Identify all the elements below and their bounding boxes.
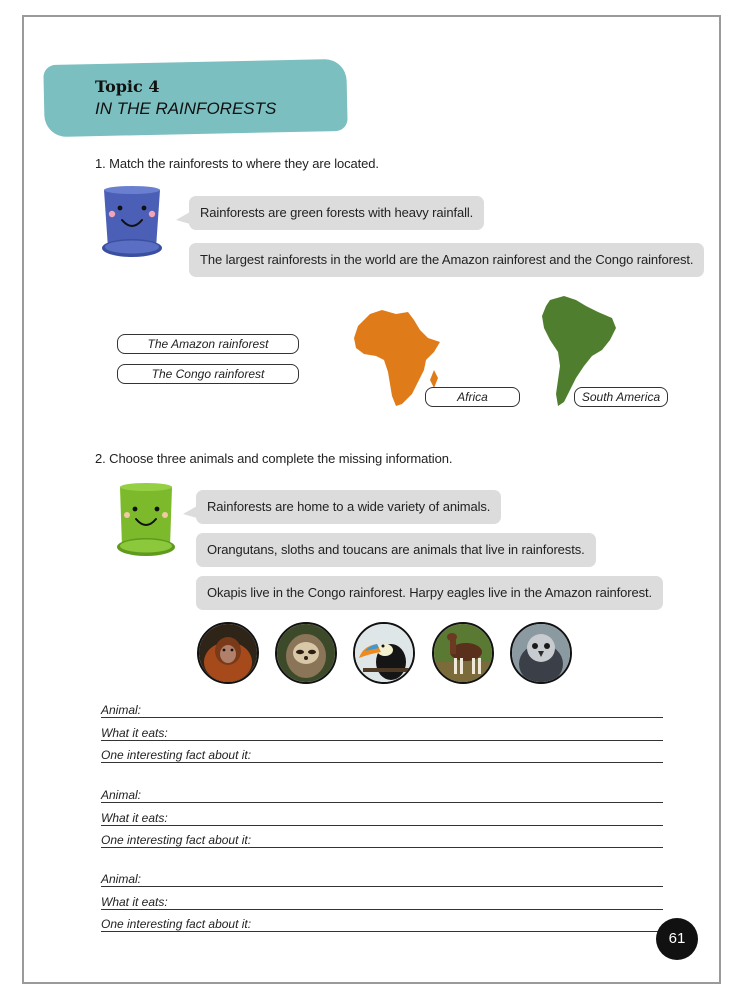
orangutan-photo[interactable] (197, 622, 259, 684)
harpy-eagle-photo[interactable] (510, 622, 572, 684)
bubble-tail (176, 212, 190, 224)
blue-mascot-icon (98, 186, 168, 262)
interesting-fact-field[interactable]: One interesting fact about it: (101, 830, 663, 848)
what-it-eats-field[interactable]: What it eats: (101, 808, 663, 826)
speech-bubble: Rainforests are green forests with heavy rainfall. (189, 196, 484, 230)
label-amazon-rainforest[interactable]: The Amazon rainforest (117, 334, 299, 354)
speech-bubble: The largest rainforests in the world are the Amazon rainforest and the Congo rainforest. (189, 243, 704, 277)
bubble-tail (183, 506, 197, 518)
what-it-eats-field[interactable]: What it eats: (101, 892, 663, 910)
animal-field[interactable]: Animal: (101, 869, 663, 887)
label-africa[interactable]: Africa (425, 387, 520, 407)
label-congo-rainforest[interactable]: The Congo rainforest (117, 364, 299, 384)
topic-banner (43, 59, 347, 137)
section2-instruction: 2. Choose three animals and complete the missing information. (95, 451, 453, 466)
topic-title: IN THE RAINFORESTS (95, 99, 277, 118)
topic-number: Topic 4 (95, 77, 160, 96)
interesting-fact-field[interactable]: One interesting fact about it: (101, 914, 663, 932)
speech-bubble: Okapis live in the Congo rainforest. Harpy eagles live in the Amazon rainforest. (196, 576, 663, 610)
section1-instruction: 1. Match the rainforests to where they are located. (95, 156, 379, 171)
animal-field[interactable]: Animal: (101, 785, 663, 803)
page-number: 61 (656, 918, 698, 960)
speech-bubble: Orangutans, sloths and toucans are animals that live in rainforests. (196, 533, 596, 567)
green-mascot-icon (114, 483, 180, 561)
speech-bubble: Rainforests are home to a wide variety of animals. (196, 490, 501, 524)
okapi-photo[interactable] (432, 622, 494, 684)
interesting-fact-field[interactable]: One interesting fact about it: (101, 745, 663, 763)
toucan-photo[interactable] (353, 622, 415, 684)
label-south-america[interactable]: South America (574, 387, 668, 407)
animal-field[interactable]: Animal: (101, 700, 663, 718)
sloth-photo[interactable] (275, 622, 337, 684)
what-it-eats-field[interactable]: What it eats: (101, 723, 663, 741)
